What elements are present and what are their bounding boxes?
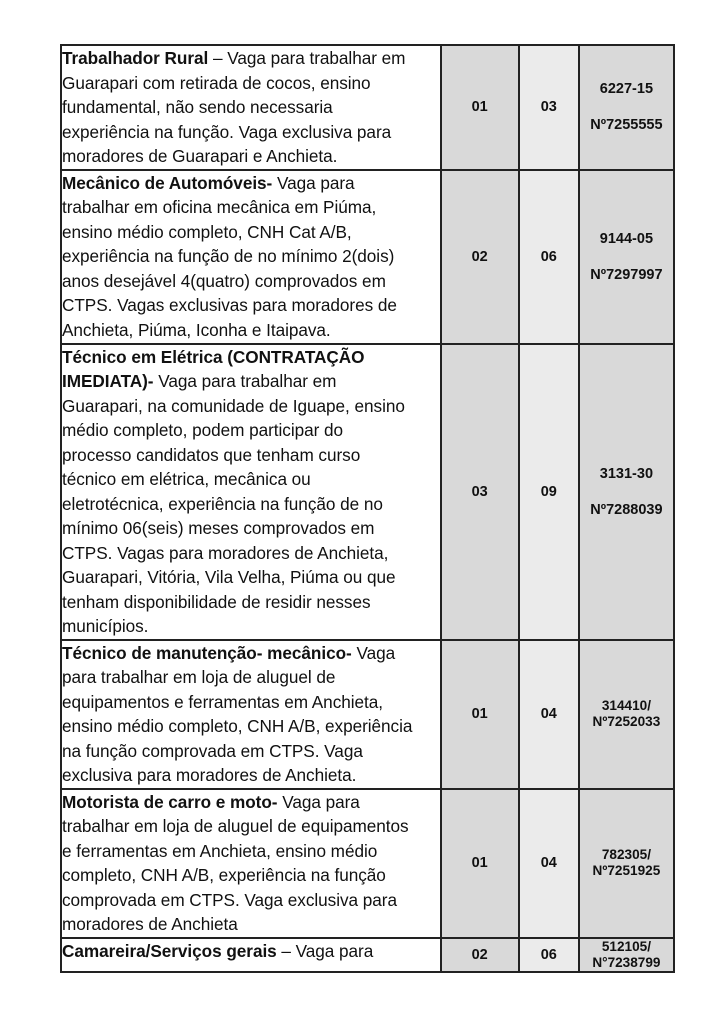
vacancies-count: 01 [471,99,488,116]
code-cell [579,938,674,972]
description-line: Guarapari, Vitória, Vila Velha, Piúma ou que [62,567,396,587]
occupation-code: 314410/ [601,698,651,713]
vacancy-number: Nº7255555 [590,117,663,134]
description-line [62,641,440,666]
description-line: eletrotécnica, experiência na função de no [62,493,383,514]
vacancies-cell [441,344,519,640]
description-text: Vaga [351,642,396,663]
table-row [61,45,674,170]
job-description-cell [61,170,441,344]
occupation-code: 6227-15 [599,81,654,98]
job-title: Camareira/Serviços gerais [62,940,277,961]
occupation-code: 3131-30 [599,465,654,482]
candidates-count: 06 [540,946,557,963]
candidates-cell [519,938,579,972]
description-line: Guarapari, na comunidade de Iguape, ensino [62,395,405,416]
candidates-count: 03 [540,99,557,116]
description-line: municípios. [62,616,149,636]
table-row [61,640,674,789]
candidates-cell [519,640,579,789]
job-title: Mecânico de Automóveis- [62,172,273,193]
job-title: Trabalhador Rural [62,48,209,68]
occupation-code: 782305/ [601,847,651,862]
description-text: – Vaga para [276,940,374,961]
description-line: completo, CNH A/B, experiência na função [62,865,386,885]
vacancies-count: 01 [471,855,488,871]
vacancy-number: Nº7252033 [592,714,661,729]
vacancy-number: Nº7288039 [590,501,663,518]
description-line [62,939,440,964]
job-description-cell [61,640,441,789]
description-line: anos desejável 4(quatro) comprovados em [62,270,386,291]
occupation-code: 512105/ [601,938,651,954]
vacancies-count: 01 [471,706,488,722]
vacancies-cell [441,789,519,938]
description-line: CTPS. Vagas para moradores de Anchieta, [62,542,389,563]
description-line: na função comprovada em CTPS. Vaga [62,740,363,761]
description-line: fundamental, não sendo necessaria [62,97,333,117]
description-line: tenham disponibilidade de residir nesses [62,591,371,612]
description-line: experiência na função. Vaga exclusiva para [62,121,392,142]
description-line: experiência na função de no mínimo 2(dois) [62,246,395,267]
candidates-count: 06 [540,248,557,265]
table-row [61,170,674,344]
description-text: Vaga para [272,172,355,193]
description-line: CTPS. Vagas exclusivas para moradores de [62,295,397,316]
description-text: Vaga para [277,791,360,812]
table-row [61,789,674,938]
description-line [62,171,440,196]
description-line: comprovada em CTPS. Vaga exclusiva para [62,889,397,910]
description-line [62,369,440,394]
description-line: moradores de Anchieta [62,914,238,934]
job-description-cell [61,938,441,972]
job-description-cell [61,45,441,170]
code-cell [579,344,674,640]
description-line: trabalhar em loja de aluguel de equipamentos [62,816,409,836]
job-description-cell [61,789,441,938]
description-line [62,790,440,815]
candidates-cell [519,789,579,938]
vacancies-cell [441,45,519,170]
job-vacancies-table [60,44,675,973]
description-line: equipamentos e ferramentas em Anchieta, [62,691,383,712]
vacancies-count: 03 [471,483,488,500]
job-description-cell [61,344,441,640]
description-line: médio completo, podem participar do [62,420,344,440]
vacancies-count: 02 [471,946,488,963]
description-line: Guarapari com retirada de cocos, ensino [62,72,371,93]
description-line: trabalhar em oficina mecânica em Piúma, [62,197,377,218]
vacancy-number: Nº7251925 [592,863,661,878]
description-line: técnico em elétrica, mecânica ou [62,469,311,489]
job-title-line: Técnico em Elétrica (CONTRATAÇÃO [62,346,365,367]
description-line [62,345,440,370]
description-line: e ferramentas em Anchieta, ensino médio [62,840,378,861]
candidates-count: 09 [540,483,557,500]
description-line: ensino médio completo, CNH Cat A/B, [62,221,352,242]
description-text: – Vaga para trabalhar em [208,48,406,68]
candidates-cell [519,344,579,640]
code-cell [579,640,674,789]
table-row [61,938,674,972]
vacancies-cell [441,938,519,972]
candidates-count: 04 [540,855,557,871]
description-line: mínimo 06(seis) meses comprovados em [62,518,375,538]
vacancies-cell [441,170,519,344]
code-cell [579,789,674,938]
vacancies-cell [441,640,519,789]
vacancy-number: Nº7297997 [590,266,663,283]
vacancy-number: N°7238799 [592,954,661,970]
description-line: moradores de Guarapari e Anchieta. [62,146,338,166]
description-line: processo candidatos que tenham curso [62,444,361,465]
occupation-code: 9144-05 [599,230,654,247]
job-title: IMEDIATA)- [62,371,154,391]
candidates-cell [519,45,579,170]
description-line [62,46,440,71]
candidates-count: 04 [540,706,557,722]
description-line: exclusiva para moradores de Anchieta. [62,765,357,785]
code-cell [579,45,674,170]
description-line: Anchieta, Piúma, Iconha e Itaipava. [62,319,331,340]
code-cell [579,170,674,344]
table-row [61,344,674,640]
job-title: Motorista de carro e moto- [62,791,278,812]
description-line: ensino médio completo, CNH A/B, experiência [62,716,413,736]
vacancies-count: 02 [471,248,488,265]
description-line: para trabalhar em loja de aluguel de [62,667,336,687]
description-text: Vaga para trabalhar em [153,371,337,391]
job-title: Técnico de manutenção- mecânico- [62,642,352,663]
candidates-cell [519,170,579,344]
